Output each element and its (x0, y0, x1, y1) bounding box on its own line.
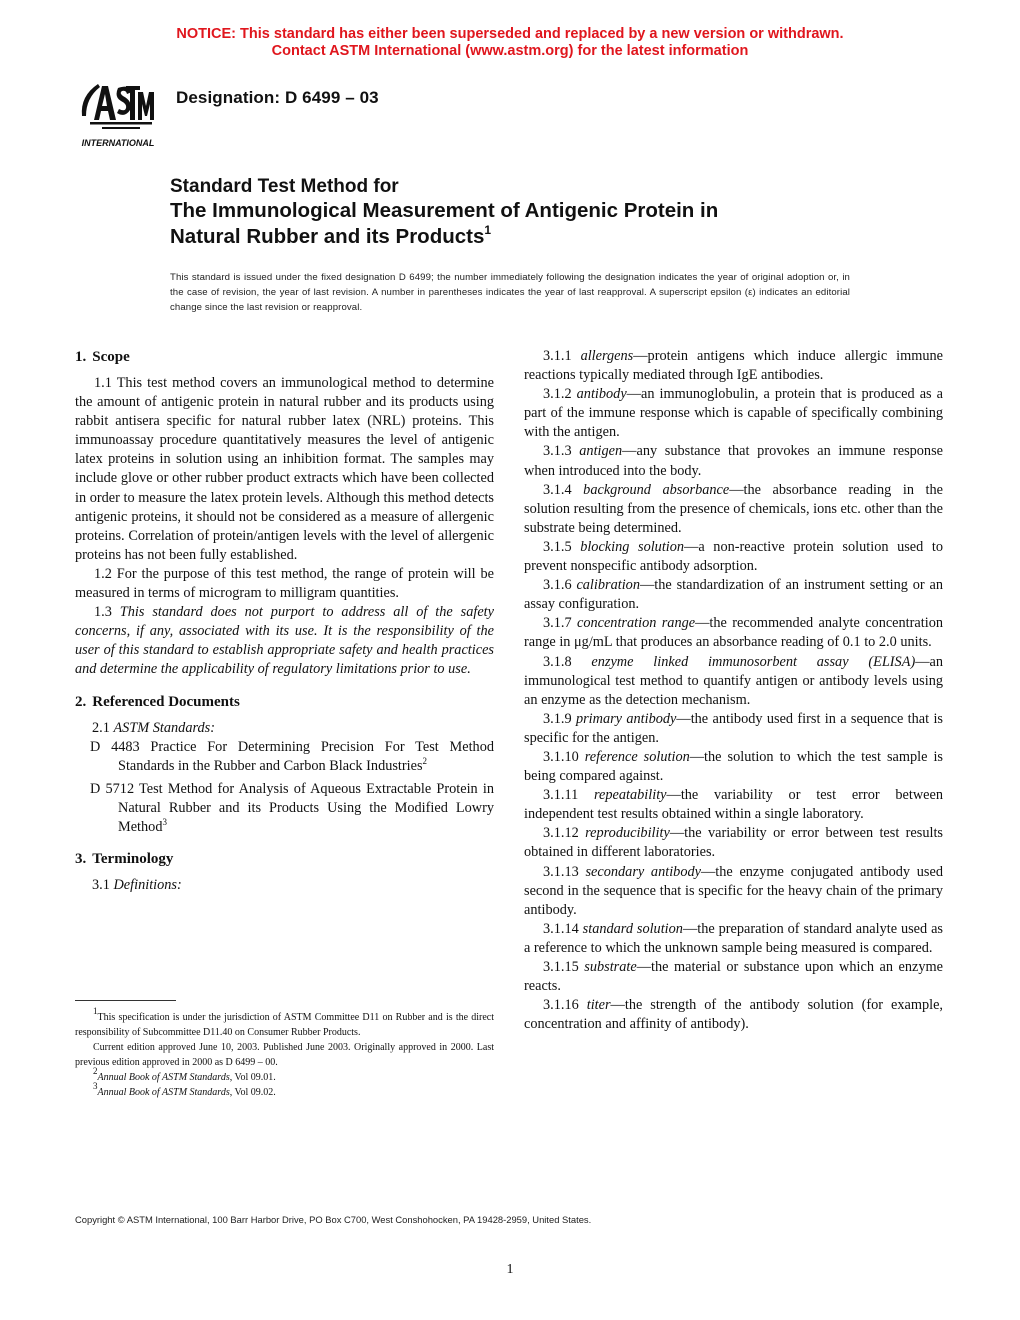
definition-text: the antibody used first in a sequence that is specific for the antigen. (524, 710, 943, 746)
document-title (170, 175, 930, 250)
definition-text: the standardization of an instrument setting or an assay configuration. (524, 577, 944, 613)
definition-item: 3.1.16 titer—the strength of the antibody solution (for example, concentration and affinity of antibody). (524, 997, 943, 1033)
definition-number: 3.1.8 (543, 653, 572, 670)
scope-1-1: 1.1 This test method covers an immunological method to determine the amount of antigenic protein in natural rubber and its products using rabbit antisera specific for natural rubber latex (NRL) proteins. This immunoassay procedure quantitatively measures the level of antigenic latex proteins in solution using an inhibition format. The samples may include glove or other rubber product extracts which have been collected in order to measure the latex protein levels. Although this method detects antigenic proteins, it should not be considered as a measure of allergenic proteins. Correlation of protein/antigen levels with the level of allergenic proteins has not been fully established. (75, 375, 494, 563)
definition-number: 3.1.13 (543, 863, 579, 880)
definition-term: antibody (576, 386, 627, 403)
definition-item: 3.1.5 blocking solution—a non-reactive protein solution used to prevent nonspecific antibody adsorption. (524, 538, 943, 575)
title-footnote-mark: 1 (484, 223, 492, 237)
definition-number: 3.1.12 (543, 825, 579, 842)
definition-item: 3.1.7 concentration range—the recommended analyte concentration range in μg/mL that produces an absorbance reading of 0.1 to 2.0 units. (524, 615, 944, 651)
scope-1-2: 1.2 For the purpose of this test method, the range of protein will be measured in terms of microgram to milligram quantities. (75, 565, 494, 602)
definition-item: 3.1.2 antibody—an immunoglobulin, a protein that is produced as a part of the immune response which is capable of specifically combining with the antigen. (524, 386, 943, 441)
reference-d4483: D 4483 Practice For Determining Precision For Test Method Standards in the Rubber and Carbon Black Industries$^2$ (90, 738, 494, 774)
definition-text: a non-reactive protein solution used to prevent nonspecific antibody adsorption. (524, 538, 943, 575)
definition-term: background absorbance (583, 481, 730, 498)
definition-term: enzyme linked immunosorbent assay (ELISA) (591, 653, 916, 670)
definition-text: the strength of the antibody solution (for example, concentration and affinity of antibody). (524, 997, 943, 1033)
definition-text: the material or substance upon which an enzyme reacts. (524, 959, 943, 995)
definition-item: 3.1.4 background absorbance—the absorbance reading in the solution resulting from the presence of chemicals, ions etc. other than the substrate being determined. (524, 481, 943, 536)
scope-1-3: 1.3 This standard does not purport to address all of the safety concerns, if any, associated with its use. It is the responsibility of the user of this standard to establish appropriate safety and health practices and determine the applicability of regulatory limitations prior to use. (75, 604, 494, 678)
definition-number: 3.1.16 (543, 997, 579, 1014)
definition-text: the variability or error between test results obtained in different laboratories. (524, 825, 943, 861)
definition-item: 3.1.11 repeatability—the variability or test error between independent test results obtained within a single laboratory. (524, 787, 943, 823)
designation: Designation: D 6499 – 03 (176, 88, 379, 107)
definition-term: secondary antibody (585, 863, 701, 880)
definition-item: 3.1.13 secondary antibody—the enzyme conjugated antibody used second in the sequence that is specific for the heavy chain of the primary antibody. (524, 863, 943, 918)
definition-number: 3.1.10 (543, 748, 579, 765)
definition-item: 3.1.1 allergens—protein antigens which induce allergic immune reactions typically mediated through IgE antibodies. (524, 348, 943, 384)
definition-text: the enzyme conjugated antibody used second in the sequence that is specific for the heavy chain of the primary antibody. (524, 863, 943, 918)
definition-item: 3.1.6 calibration—the standardization of an instrument setting or an assay configuration. (524, 577, 944, 613)
definition-term: antigen (579, 443, 623, 460)
definition-term: primary antibody (575, 710, 677, 727)
section-3-heading: 3. Terminology (75, 851, 174, 868)
footnote-rule (75, 1000, 176, 1001)
title-line-3: Natural Rubber and its Products (170, 225, 485, 248)
definition-term: blocking solution (580, 538, 685, 555)
definition-term: concentration range (576, 615, 696, 632)
definition-text: the absorbance reading in the solution resulting from the presence of chemicals, ions etc. other than the substrate being determined. (524, 481, 943, 536)
page-number: 1 (506, 1262, 514, 1277)
definition-number: 3.1.9 (543, 710, 572, 727)
definition-term: reference solution (584, 748, 690, 765)
definition-term: titer (586, 997, 611, 1014)
definition-term: repeatability (593, 787, 667, 804)
astm-logo-icon (72, 76, 164, 150)
definition-item: 3.1.12 reproducibility—the variability or error between test results obtained in different laboratories. (524, 825, 943, 861)
definition-item: 3.1.15 substrate—the material or substance upon which an enzyme reacts. (524, 959, 943, 995)
definition-number: 3.1.1 (543, 348, 572, 364)
definition-number: 3.1.4 (543, 481, 572, 498)
title-line-2: The Immunological Measurement of Antigenic Protein in (170, 199, 719, 222)
left-column (75, 347, 494, 895)
title-line-1: Standard Test Method for (170, 176, 399, 197)
logo-subtitle: INTERNATIONAL (81, 138, 155, 148)
footnote-1: $^1$This specification is under the jurisdiction of ASTM Committee D11 on Rubber and is the direct responsibility of Subcommittee D11.40 on Consumer Rubber Products. (75, 1006, 494, 1038)
definition-text: an immunoglobulin, a protein that is produced as a part of the immune response which is capable of specifically combining with the antigen. (524, 386, 943, 441)
definition-term: standard solution (582, 920, 683, 937)
definition-text: the solution to which the test sample is being compared against. (524, 748, 943, 785)
definition-number: 3.1.2 (543, 386, 572, 403)
definition-text: protein antigens which induce allergic immune reactions typically mediated through IgE antibodies. (524, 348, 943, 384)
definition-number: 3.1.5 (543, 538, 572, 555)
right-column (524, 347, 943, 1034)
notice-line-2: Contact ASTM International (www.astm.org) for the latest information (271, 43, 749, 59)
superseded-notice (0, 26, 1020, 60)
referenced-2-1: 2.1 ASTM Standards: (92, 719, 215, 736)
section-1-heading: 1. Scope (75, 349, 130, 365)
definition-text: the preparation of standard analyte used as a reference to which the unknown sample being measured is compared. (524, 920, 943, 956)
footnote-1-edition: Current edition approved June 10, 2003. Published June 2003. Originally approved in 2000. Last previous edition approved in 2000 as D 6499 – 00. (75, 1042, 494, 1068)
definition-number: 3.1.15 (543, 959, 579, 975)
footnote-2: $^2$Annual Book of ASTM Standards, Vol 09.01. (93, 1066, 276, 1083)
definition-number: 3.1.7 (543, 615, 572, 632)
footnotes (75, 1006, 494, 1100)
definition-item: 3.1.14 standard solution—the preparation of standard analyte used as a reference to which the unknown sample being measured is compared. (524, 920, 943, 956)
definition-item: 3.1.10 reference solution—the solution to which the test sample is being compared against. (524, 748, 943, 785)
definition-text: an immunological test method to quantify antigen or antibody levels using an enzyme as the detection mechanism. (524, 653, 943, 708)
definition-number: 3.1.11 (543, 787, 579, 804)
section-2-heading: 2. Referenced Documents (75, 693, 240, 710)
definition-number: 3.1.3 (543, 443, 572, 460)
definition-term: substrate (584, 959, 637, 975)
notice-line-1: NOTICE: This standard has either been superseded and replaced by a new version or withdrawn. (176, 26, 844, 42)
copyright: Copyright © ASTM International, 100 Barr Harbor Drive, PO Box C700, West Conshohocken, PA 19428-2959, United States. (75, 1214, 592, 1225)
terminology-3-1: 3.1 Definitions: (92, 877, 182, 894)
definition-text: any substance that provokes an immune response when introduced into the body. (524, 443, 943, 479)
issuance-note: This standard is issued under the fixed designation D 6499; the number immediately following the designation indicates the year of original adoption or, in the case of revision, the year of last revision. A number in parentheses indicates the year of last reapproval. A superscript epsilon (ε) indicates an editorial change since the last revision or reapproval. (170, 272, 850, 313)
definition-term: reproducibility (585, 825, 670, 842)
definition-number: 3.1.6 (543, 577, 572, 594)
definition-term: allergens (580, 348, 634, 364)
definition-number: 3.1.14 (543, 920, 579, 937)
definition-item: 3.1.8 enzyme linked immunosorbent assay (ELISA)—an immunological test method to quantify antigen or antibody levels using an enzyme as the detection mechanism. (524, 653, 943, 708)
definition-text: the recommended analyte concentration range in μg/mL that produces an absorbance reading of 0.1 to 2.0 units. (524, 615, 944, 651)
definition-text: the variability or test error between independent test results obtained within a single laboratory. (524, 787, 943, 823)
definition-term: calibration (576, 577, 640, 594)
definition-item: 3.1.9 primary antibody—the antibody used first in a sequence that is specific for the antigen. (524, 710, 943, 746)
reference-d5712: D 5712 Test Method for Analysis of Aqueous Extractable Protein in Natural Rubber and its Products Using the Modified Lowry Method$^3$ (90, 780, 494, 835)
footnote-3: $^3$Annual Book of ASTM Standards, Vol 09.02. (93, 1081, 276, 1098)
definition-item: 3.1.3 antigen—any substance that provokes an immune response when introduced into the body. (524, 443, 943, 479)
